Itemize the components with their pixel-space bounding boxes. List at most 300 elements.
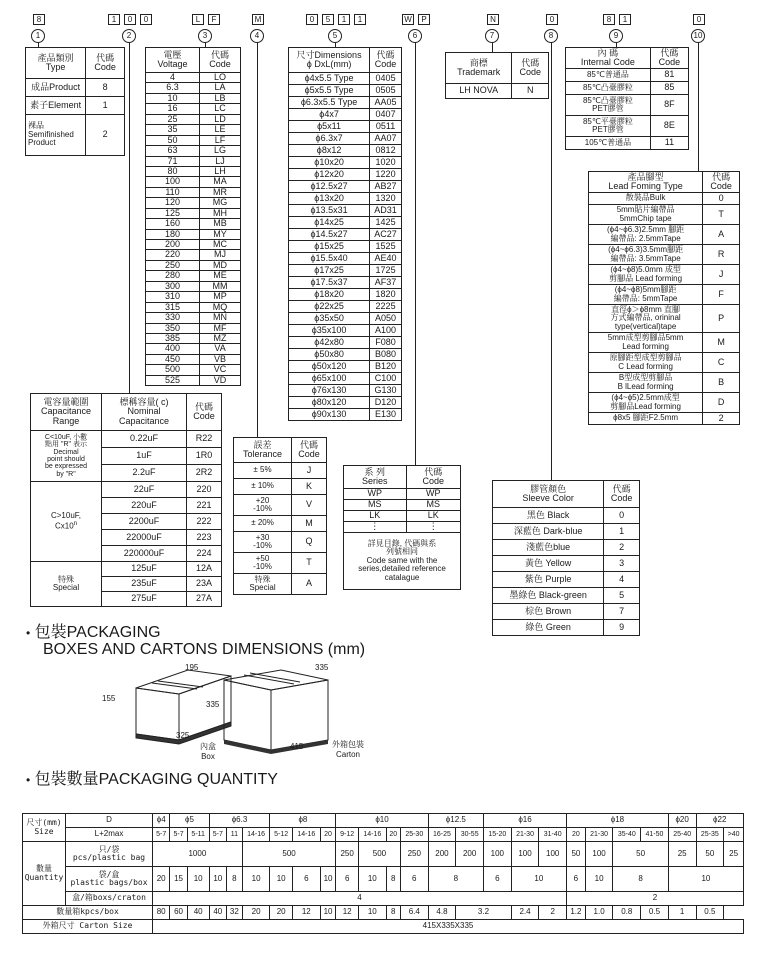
table-row [146,114,241,124]
nominal-value: 125uF [102,562,187,577]
cell-label: ϕ6.3x5.5 Type [289,97,370,109]
cell-label: 300 [146,281,200,291]
table-row [566,95,689,116]
header-code: 代碼 Code [406,466,460,489]
bag-value: 25 [668,842,696,867]
lead-forming-table [588,171,740,425]
diameter-header: ϕ5 [170,814,209,828]
code-box: 0 [546,14,558,25]
cell-label: 直徑ϕ＞ϕ8mm 直腳 方式編帶品, orininal type(vertical)tape [589,305,703,333]
cell-code: MZ [200,333,241,343]
kpcs-value: 60 [170,906,187,920]
cell-label: +20 -10% [234,495,292,516]
nominal-value: 220000uF [102,546,187,562]
cell-code: 0407 [370,109,402,121]
table-row [146,219,241,229]
code-box: 8 [603,14,615,25]
segment-number-badge: 10 [691,29,705,43]
carton-length-dim: 415 [290,742,304,751]
table-row [344,489,461,500]
code-box: N [487,14,499,25]
length-header: 15-20 [483,828,511,842]
cell-code: F [703,285,740,305]
header-internal: 內 碼 Internal Code [566,48,651,69]
cell-code: MD [200,260,241,270]
cell-code: 1820 [370,289,402,301]
cell-code: AC27 [370,229,402,241]
kpcs-value: 12 [292,906,320,920]
box-value: 20 [153,867,170,892]
cell-code: A050 [370,313,402,325]
cell-label: ϕ5x5.5 Type [289,85,370,97]
header-nominal: 標稱容量( c) Nominal Capacitance [102,394,187,431]
bag-value: 25 [724,842,744,867]
length-header: 5-12 [270,828,293,842]
range-text: 特殊 Special [52,574,80,592]
nominal-value: 1uF [102,448,187,465]
cell-code: AA07 [370,133,402,145]
table-row [23,828,744,842]
code: 2 [86,115,125,156]
cell-code: 8E [650,116,688,137]
cell-code: 0405 [370,73,402,85]
length-header: 9-12 [336,828,359,842]
length-header: 5-7 [153,828,170,842]
length-header: 30-55 [456,828,484,842]
table-row [289,109,402,121]
length-header: 5-7 [170,828,187,842]
table-row [493,604,640,620]
box-value: 8 [428,867,483,892]
cell-code: 1020 [370,157,402,169]
table-row [146,344,241,354]
cell-code: J [703,265,740,285]
table-row [289,289,402,301]
cell-label: ϕ12.5x27 [289,181,370,193]
table-row [146,83,241,93]
cell-label: ϕ13.5x31 [289,205,370,217]
range-label [31,482,102,562]
length-header: 11 [226,828,242,842]
cell-code: B080 [370,349,402,361]
cell-label: 5mm貼片編帶品 5mmChip tape [589,205,703,225]
table-row [23,920,744,934]
cell-label: ± 5% [234,463,292,479]
box-value: 10 [668,867,743,892]
cell-code: 0812 [370,145,402,157]
cell-code: 0 [703,193,740,205]
cell-code: A [703,225,740,245]
quantity-title: 包裝數量PACKAGING QUANTITY [34,771,278,788]
cell-code: D [703,393,740,413]
box-value: 10 [511,867,566,892]
cell-label: ϕ8x12 [289,145,370,157]
cell-code: MY [200,229,241,239]
table-row [289,409,402,421]
d-label: D [66,814,153,828]
cell-label: 330 [146,313,200,323]
length-header: 25-30 [400,828,428,842]
diameter-header: ϕ18 [567,814,669,828]
packaging-heading: • 包裝PACKAGING BOXES AND CARTONS DIMENSIONS (mm) [26,624,366,658]
cell-code: 0511 [370,121,402,133]
range-label [31,431,102,482]
table-row [589,305,740,333]
table-row [289,337,402,349]
diameter-header: ϕ10 [336,814,428,828]
carton-height-dim: 335 [206,700,220,709]
header-code: 代碼 Code [650,48,688,69]
code-box: W [402,14,414,25]
cell-label: 85℃普通品 [566,69,651,82]
cell-label: 85℃平臺膠粒 PET膠管 [566,116,651,137]
code: 8 [86,79,125,97]
type-semifinished: 裸品 Semifinished Product [26,115,86,156]
kpcs-label: 數量箱kpcs/box [23,906,153,920]
table-row [344,511,461,522]
code-box: 0 [140,14,152,25]
bag-label: 只/袋 pcs/plastic bag [66,842,153,867]
cell-label: ϕ90x130 [289,409,370,421]
cell-label: ϕ6.3x7 [289,133,370,145]
table-row [289,253,402,265]
table-row [493,524,640,540]
cell-label: 深藍色 Dark-blue [493,524,604,540]
cell-label: (ϕ4~ϕ8)5.0mm 成型 剪腳品 Lead forming [589,265,703,285]
cell-label: 220 [146,250,200,260]
cell-label: ϕ8x5 腳距F2.5mm [589,413,703,425]
cell-code: 11 [650,137,688,150]
carton-value: 4 [153,892,567,906]
box-value: 10 [187,867,209,892]
table-row [289,97,402,109]
table-row [234,553,327,574]
cell-code: 0505 [370,85,402,97]
cell-code: 85 [650,82,688,95]
cell-label: 200 [146,240,200,250]
size-label: 尺寸(mm) Size [23,814,66,842]
cell-code: 7 [604,604,640,620]
table-row [146,260,241,270]
code: 1 [86,97,125,115]
cell-code: AB27 [370,181,402,193]
table-row [289,349,402,361]
kpcs-value: 6.4 [400,906,428,920]
cell-label: 110 [146,187,200,197]
kpcs-value: 2.4 [511,906,539,920]
table-row [566,137,689,150]
quantity-label: 數量 Quantity [23,842,66,906]
segment-number-badge: 5 [328,29,342,43]
nominal-value: 220uF [102,498,187,514]
table-row [146,240,241,250]
kpcs-value: 2 [539,906,567,920]
header-range: 電容量範圍 Capacitance Range [31,394,102,431]
cell-code: J [292,463,327,479]
bag-value: 200 [428,842,456,867]
cell-label: 310 [146,292,200,302]
header-series: 系 列 Series [344,466,407,489]
cell-code: 1525 [370,241,402,253]
length-header: 14-16 [242,828,270,842]
cell-code: 223 [187,530,222,546]
cell-label: 淺藍色blue [493,540,604,556]
table-row [23,867,744,892]
table-row [589,285,740,305]
table-row [234,479,327,495]
table-row [146,166,241,176]
carton-caption: 外箱包裝 Carton [332,740,364,759]
header-code: 代碼 Code [512,53,549,84]
table-row [289,85,402,97]
nominal-value: 0.22uF [102,431,187,448]
cell-label: 6.3 [146,83,200,93]
table-row [289,217,402,229]
table-row [589,353,740,373]
cell-label: 4 [146,73,200,83]
cell-code: MS [406,500,460,511]
cell-code: MN [200,313,241,323]
table-row [493,508,640,524]
cell-label: 120 [146,198,200,208]
cell-label: 350 [146,323,200,333]
table-row [289,301,402,313]
carton-label: 盒/箱boxs/craton [66,892,153,906]
table-row [146,302,241,312]
cell-label: 原腳距型成型剪腳品 C Lead forming [589,353,703,373]
cell-code: VC [200,365,241,375]
bag-value: 250 [400,842,428,867]
cell-label: (ϕ4~ϕ6.3)2.5mm 腳距 編帶品: 2.5mmTape [589,225,703,245]
cell-code: 1320 [370,193,402,205]
range-label [31,562,102,607]
table-row [289,385,402,397]
cell-code: 9 [604,620,640,636]
table-row [146,146,241,156]
table-row [589,373,740,393]
cell-label: ϕ17x25 [289,265,370,277]
cell-label: 105℃普通品 [566,137,651,150]
header-code: 代碼 Code [86,48,125,79]
header-code: 代碼 Code [370,48,402,73]
cell-label: ϕ4x5.5 Type [289,73,370,85]
table-row [493,620,640,636]
cell-code: 3 [604,556,640,572]
code-box: 0 [306,14,318,25]
table-row [146,271,241,281]
table-row [146,208,241,218]
cell-code: F080 [370,337,402,349]
cell-label: 71 [146,156,200,166]
cell-code: A100 [370,325,402,337]
segment-number-badge: 1 [31,29,45,43]
diameter-header: ϕ20 [668,814,696,828]
internal-code-table [565,47,689,150]
box-height-dim: 155 [102,694,116,703]
table-row [146,156,241,166]
packaging-title: 包裝PACKAGING [34,624,161,641]
table-row [289,229,402,241]
length-header: 25-40 [668,828,696,842]
length-header: 25-35 [696,828,724,842]
table-row [146,333,241,343]
bag-value: 100 [539,842,567,867]
table-row [589,245,740,265]
cell-code: 221 [187,498,222,514]
cell-code: M [292,516,327,532]
cell-code: A [292,574,327,595]
cell-code: VB [200,354,241,364]
cell-label: 280 [146,271,200,281]
cell-code: MA [200,177,241,187]
cell-label: B型成型剪腳品 B lLead forming [589,373,703,393]
box-value: 10 [270,867,293,892]
kpcs-value: 40 [187,906,209,920]
table-row [146,365,241,375]
bag-value: 100 [483,842,511,867]
cell-code: 12A [187,562,222,577]
header-tolerance: 誤差 Tolerance [234,438,292,463]
table-row [146,281,241,291]
cell-label: 黑色 Black [493,508,604,524]
cell-label: +50 -10% [234,553,292,574]
series-table [343,465,461,590]
kpcs-value: 12 [336,906,359,920]
quantity-heading: • 包裝數量PACKAGING QUANTITY [26,771,278,788]
cell-label: 80 [146,166,200,176]
cell-code: LJ [200,156,241,166]
carton-size-value: 415X335X335 [153,920,744,934]
cell-label: 160 [146,219,200,229]
cell-code: AD31 [370,205,402,217]
table-row [31,431,222,448]
leader-line [492,42,493,52]
table-row [146,354,241,364]
cell-code: 2 [604,540,640,556]
type-element: 素子Element [26,97,86,115]
cell-code: MQ [200,302,241,312]
carton-size-label: 外箱尺寸 Carton Size [23,920,153,934]
code-box: 1 [354,14,366,25]
bag-value: 250 [336,842,359,867]
cell-label: 25 [146,114,200,124]
table-row [289,193,402,205]
cell-label: 紫色 Purple [493,572,604,588]
cell-code: 224 [187,546,222,562]
diameter-header: ϕ4 [153,814,170,828]
table-row [289,373,402,385]
length-header: 35-40 [613,828,641,842]
cell-label: 500 [146,365,200,375]
header-type: 產品類別 Type [26,48,86,79]
kpcs-value: 3.2 [456,906,511,920]
range-text: C<10uF, 小數 點用 "R" 表示 Decimal point should be expressed by "R" [44,433,88,478]
cell-label: ϕ22x25 [289,301,370,313]
series-note: 詳見目錄, 代碼與系 列號相同 Code same with the series,detailed reference catalague [344,533,461,590]
segment-number-badge: 6 [408,29,422,43]
kpcs-value: 32 [226,906,242,920]
cell-code: MG [200,198,241,208]
table-row [23,892,744,906]
cell-code: 0 [604,508,640,524]
cell-label: 10 [146,93,200,103]
cell-code: LG [200,146,241,156]
kpcs-value: 8 [386,906,400,920]
kpcs-value: 10 [358,906,386,920]
box-value: 6 [483,867,511,892]
box-label: 袋/盒 plastic bags/box [66,867,153,892]
cell-code: 1725 [370,265,402,277]
cell-code: R22 [187,431,222,448]
cell-code: LH [200,166,241,176]
cell-code: M [703,333,740,353]
voltage-table [145,47,241,386]
bag-value: 500 [358,842,400,867]
cell-label: 525 [146,375,200,385]
cell-code: T [292,553,327,574]
box-value: 8 [386,867,400,892]
cell-code: P [703,305,740,333]
table-row [289,325,402,337]
product-type-table [25,47,125,156]
kpcs-value: 0.5 [696,906,724,920]
diameter-header: ϕ8 [270,814,336,828]
cell-code: C [703,353,740,373]
table-row [289,277,402,289]
cell-label: 墨綠色 Black-green [493,588,604,604]
cell-label: ϕ12x20 [289,169,370,181]
bag-value: 100 [511,842,539,867]
cell-label: WP [344,489,407,500]
code-box: L [192,14,204,25]
kpcs-value: 0.8 [613,906,641,920]
bag-value: 50 [567,842,586,867]
table-row [289,169,402,181]
cell-label: 385 [146,333,200,343]
table-row [289,397,402,409]
cell-code: 4 [604,572,640,588]
cell-label: 125 [146,208,200,218]
table-row [493,540,640,556]
header-code: 代碼 Code [292,438,327,463]
cell-label: ϕ50x80 [289,349,370,361]
nominal-value: 235uF [102,577,187,592]
table-row [146,135,241,145]
cell-label: 250 [146,260,200,270]
cell-label: ⋮ [344,522,407,533]
box-value: 15 [170,867,187,892]
header-code: 代碼 Code [200,48,241,73]
cell-code: ME [200,271,241,281]
cell-code: 2225 [370,301,402,313]
box-value: 10 [209,867,226,892]
table-row [234,574,327,595]
table-row [234,516,327,532]
table-row [589,265,740,285]
cell-label: ϕ17.5x37 [289,277,370,289]
cell-code: 1 [604,524,640,540]
cell-label: 315 [146,302,200,312]
nominal-value: 22uF [102,482,187,498]
table-row [146,292,241,302]
cell-code: Q [292,532,327,553]
cell-label: ϕ14.5x27 [289,229,370,241]
kpcs-value: 10 [320,906,336,920]
cell-label: ϕ65x100 [289,373,370,385]
cell-label: 100 [146,177,200,187]
table-row [146,104,241,114]
diameter-header: ϕ12.5 [428,814,483,828]
